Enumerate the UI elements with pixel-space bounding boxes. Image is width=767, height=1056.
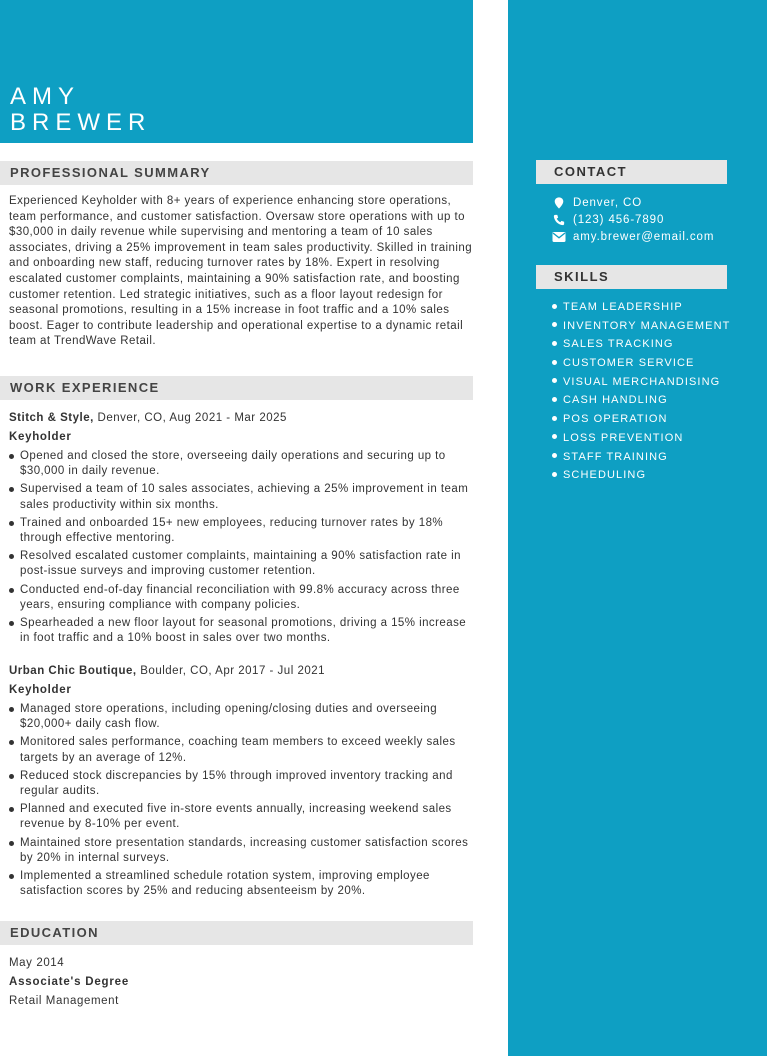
bullet-item: Opened and closed the store, overseeing daily operations and securing up to $30,000 in daily revenue. bbox=[9, 449, 471, 479]
skills-list bbox=[552, 298, 730, 485]
contact-phone bbox=[552, 211, 714, 228]
job-details: Boulder, CO, Apr 2017 - Jul 2021 bbox=[140, 665, 326, 677]
bullet-item: Reduced stock discrepancies by 15% through improved inventory tracking and regular audits. bbox=[9, 769, 471, 799]
contact-list bbox=[552, 194, 714, 245]
skill-item: SALES TRACKING bbox=[552, 335, 730, 354]
skill-item: VISUAL MERCHANDISING bbox=[552, 373, 730, 392]
education-date: May 2014 bbox=[9, 957, 65, 969]
contact-heading: CONTACT bbox=[536, 160, 727, 184]
name-header bbox=[0, 0, 473, 143]
job-details: Denver, CO, Aug 2021 - Mar 2025 bbox=[97, 412, 287, 424]
summary-text: Experienced Keyholder with 8+ years of experience enhancing store operations, team performance, and customer satisfaction. Oversaw store operations with up to $30,000 in daily revenue while supervising and mentoring a team of 10 sales associates, driving a 25% improvement in team sales productivity. Skilled in training and onboarding new staff, reducing turnover rates by 18%. Expert in resolving escalated customer complaints, maintaining a 90% satisfaction rate, and boosting customer retention. Led strategic initiatives, such as a floor layout redesign for seasonal promotions, resulting in a 15% increase in foot traffic and a 10% sales boost. Eager to contribute leadership and operational expertise to a dynamic retail team at TrendWave Retail. bbox=[9, 195, 473, 348]
contact-email bbox=[552, 228, 714, 245]
job-entry-2 bbox=[9, 663, 471, 902]
bullet-item: Planned and executed five in-store events annually, increasing weekend sales revenue by 8-10% per event. bbox=[9, 802, 471, 832]
sidebar bbox=[508, 0, 767, 1056]
bullet-item: Supervised a team of 10 sales associates, achieving a 25% improvement in team sales productivity within six months. bbox=[9, 482, 471, 512]
experience-heading: WORK EXPERIENCE bbox=[0, 376, 473, 400]
first-name: AMY bbox=[10, 83, 81, 110]
skill-item: LOSS PREVENTION bbox=[552, 429, 730, 448]
contact-location bbox=[552, 194, 714, 211]
envelope-icon bbox=[552, 231, 566, 243]
bullet-item: Implemented a streamlined schedule rotation system, improving employee satisfaction scores by 25% and reducing absenteeism by 20%. bbox=[9, 869, 471, 899]
job-title: Keyholder bbox=[9, 431, 72, 443]
bullet-item: Maintained store presentation standards, increasing customer satisfaction scores by 20% in internal surveys. bbox=[9, 836, 471, 866]
job-header bbox=[9, 663, 471, 682]
skill-item: INVENTORY MANAGEMENT bbox=[552, 317, 730, 336]
company-name: Urban Chic Boutique, bbox=[9, 665, 137, 677]
last-name: BREWER bbox=[10, 109, 152, 136]
bullet-item: Managed store operations, including opening/closing duties and overseeing $20,000+ daily cash flow. bbox=[9, 702, 471, 732]
job-title: Keyholder bbox=[9, 684, 72, 696]
skill-item: STAFF TRAINING bbox=[552, 448, 730, 467]
job-header bbox=[9, 410, 471, 429]
bullet-item: Spearheaded a new floor layout for seasonal promotions, driving a 15% increase in foot traffic and a 10% boost in sales over two months. bbox=[9, 616, 471, 646]
bullet-item: Trained and onboarded 15+ new employees, reducing turnover rates by 18% through effective mentoring. bbox=[9, 516, 471, 546]
company-name: Stitch & Style, bbox=[9, 412, 94, 424]
contact-email-text: amy.brewer@email.com bbox=[573, 230, 715, 243]
skill-item: SCHEDULING bbox=[552, 466, 730, 485]
education-degree: Associate's Degree bbox=[9, 976, 130, 988]
education-entry bbox=[9, 955, 129, 1012]
bullet-item: Resolved escalated customer complaints, maintaining a 90% satisfaction rate in post-issue surveys and improving customer retention. bbox=[9, 549, 471, 579]
job-bullets bbox=[9, 449, 471, 646]
skills-heading: SKILLS bbox=[536, 265, 727, 289]
skill-item: TEAM LEADERSHIP bbox=[552, 298, 730, 317]
bullet-item: Conducted end-of-day financial reconciliation with 99.8% accuracy across three years, ensuring compliance with company policies. bbox=[9, 583, 471, 613]
contact-location-text: Denver, CO bbox=[573, 196, 643, 209]
skill-item: CUSTOMER SERVICE bbox=[552, 354, 730, 373]
summary-heading: PROFESSIONAL SUMMARY bbox=[0, 161, 473, 185]
education-field: Retail Management bbox=[9, 995, 119, 1007]
phone-icon bbox=[552, 214, 566, 226]
skill-item: CASH HANDLING bbox=[552, 391, 730, 410]
job-bullets bbox=[9, 702, 471, 899]
education-heading: EDUCATION bbox=[0, 921, 473, 945]
job-entry-1 bbox=[9, 410, 471, 649]
skill-item: POS OPERATION bbox=[552, 410, 730, 429]
bullet-item: Monitored sales performance, coaching team members to exceed weekly sales targets by an average of 12%. bbox=[9, 735, 471, 765]
contact-phone-text: (123) 456-7890 bbox=[573, 213, 665, 226]
map-pin-icon bbox=[552, 197, 566, 209]
